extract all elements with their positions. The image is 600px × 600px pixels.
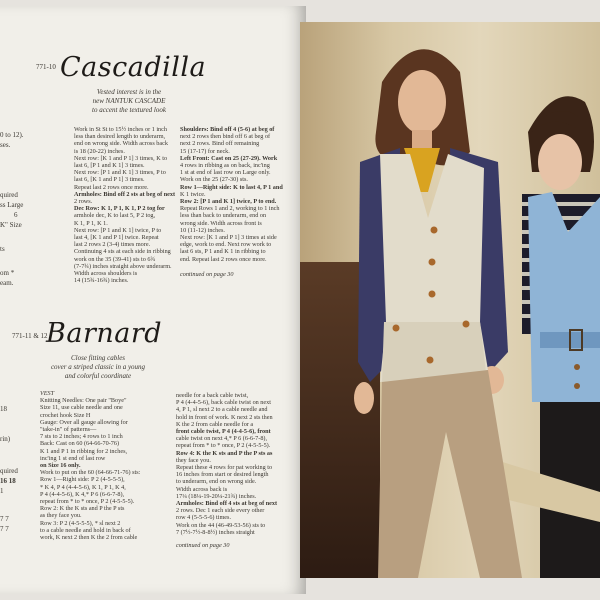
pattern-title: Cascadilla xyxy=(60,52,207,83)
instructions-column: Shoulders: Bind off 4 (5-6) at beg of next 2 rows then bind off 6 at beg of next 2 rows. Bind off remaining 15 (17-17) for neck. Left Front: Cast on 25 (27-29). Work 4 rows in ribbing as on back, inc'ing 1 st at end of last row on Large only. Work on the 25 (27-30) sts. Row 1—Right side: K to last 4, P 1 and K 1 twice. Row 2: [P 1 and K 1] twice, P to end. Repeat Rows 1 and 2, working to 1 inch less than back to underarm, end on wrong side. Width across front is 10 (11-12) inches. Next row: [K 1 and P 1] 3 times at side edge, work to end. Next row work to last 6 sts, P 1 and K 1 in ribbing to end. Repeat last 2 rows once more. continued on page 30 xyxy=(180,126,283,278)
left-page xyxy=(0,6,306,594)
continued-note: continued on page 30 xyxy=(176,542,230,550)
pattern-title: Barnard xyxy=(46,318,163,349)
edge-fragments-bottom: 18 rin) quired 16 18 1 7 7 7 7 xyxy=(0,405,18,533)
instructions-column: needle for a back cable twist, P 4 (4-4-5-6), back cable twist on next 4, P 1, sl next 2 to a cable needle and hold in front of work. K next 2 sts then K the 2 from cable needle for a front cable twist, P 4 (4-4-5-6), front cable twist on next 4,* P 6 (6-6-7-8), repeat from * to * once, P 2 (4-5-5-5). Row 4: K the K sts and P the P sts as they face you. Repeat these 4 rows for pat working to 16 inches from start or desired length to underarm, end on wrong side. Width across back is 17¼ (18¼-19-20¼-21¾) inches. Armholes: Bind off 4 sts at beg of next 2 rows. Dec 1 each side every other row 4 (5-5-5-6) times. Work on the 44 (46-49-53-56) sts to 7 (7½-7½-8-8½) inches straight continued on page 30 xyxy=(176,392,288,549)
instructions-column: Work in St St to 15½ inches or 1 inch less than desired length to underarm, end on wrong side. Width across back is 18 (20-22) inches. Next row: [K 1 and P 1] 3 times, K to last 6, [P 1 and K 1] 3 times. Next row: [P 1 and K 1] 3 times, P to last 6, [K 1 and P 1] 3 times. Repeat last 2 rows once more. Armholes: Bind off 2 sts at beg of next 2 rows. Dec Row: K 1, P 1, K 1, P 2 tog for armhole dec, K to last 5, P 2 tog, K 1, P 1, K 1. Next row: [P 1 and K 1] twice, P to last 4, [K 1 and P 1] twice. Repeat last 2 rows 2 (3-4) times more. Continuing 4 sts at each side in ribbing work on the 35 (39-41) sts to 6¾ (7-7¾) inches straight above underarm. Width across shoulders is 14 (15¾-16¾) inches. xyxy=(74,126,176,285)
continued-note: continued on page 30 xyxy=(180,270,234,278)
edge-fragments-top: 0 to 12). ses. quired ss Large 6 K" Size ts om * eam. xyxy=(0,131,24,287)
model-left xyxy=(354,49,522,578)
pattern-code: 771-11 & 12 xyxy=(12,332,48,340)
pattern-subtitle: Close fitting cables cover a striped classic in a young and colorful coordinate xyxy=(50,354,146,380)
instructions-column: VEST Knitting Needles: One pair "Boye" Size 11, use cable needle and one crochet hook Size H Gauge: Over all gauge allowing for "take-in" of patterns— 7 sts to 2 inches; 4 rows to 1 inch Back: Cast on 60 (64-66-70-76) K 1 and P 1 in ribbing for 2 inches, inc'ing 1 st end of last row on Size 16 only. Work to put on the 60 (64-66-71-76) sts: Row 1—Right side: P 2 (4-5-5-5), * K 4, P 4 (4-4-5-6), K 1, P 1, K 4, P 4 (4-4-5-6), K 4,* P 6 (6-6-7-8), repeat from * to * once, P 2 (4-5-5-5). Row 2: K the K sts and P the P sts as they face you. Row 3: P 2 (4-5-5-5), * sl next 2 to a cable needle and hold in back of work, K next 2 then K the 2 from cable xyxy=(40,390,141,542)
pattern-code: 771-10 xyxy=(36,63,56,71)
pattern-subtitle: Vested interest is in the new NANTUK CASCADE to accent the textured look xyxy=(92,88,166,114)
photo-two-models-knit-vests xyxy=(300,22,600,578)
fashion-photo xyxy=(300,22,600,578)
